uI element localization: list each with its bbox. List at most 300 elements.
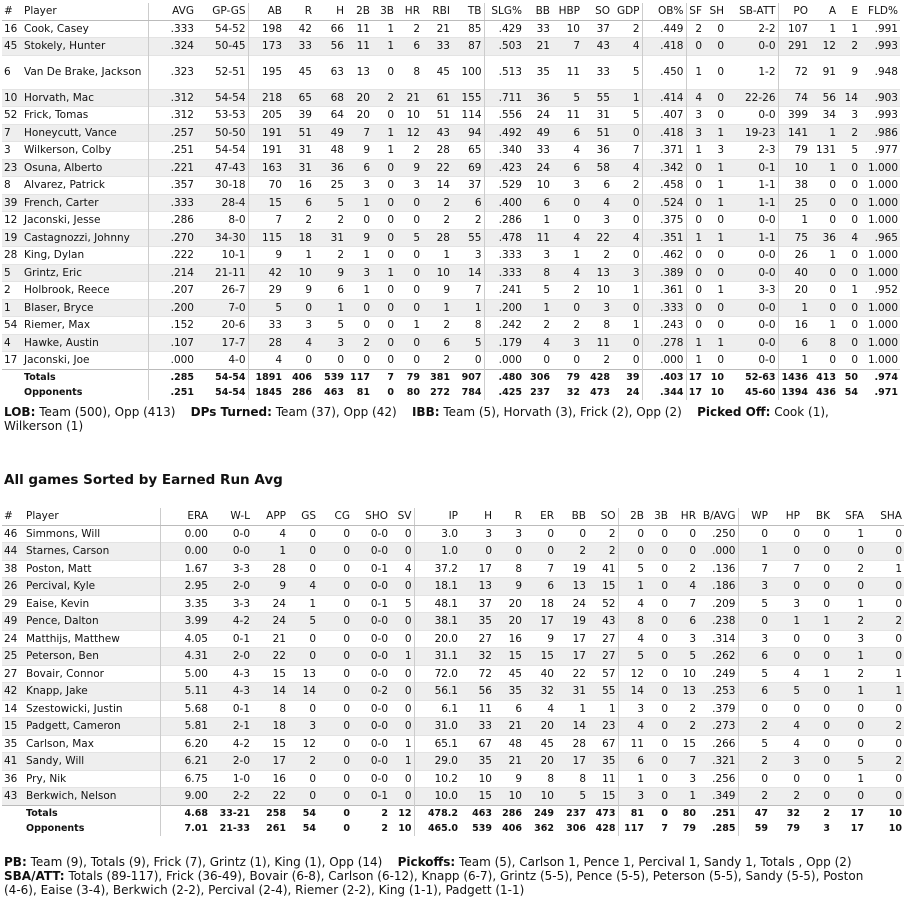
stat-cell: 24 — [536, 109, 550, 121]
stat-cell: .342 — [642, 159, 686, 177]
stat-cell: 463 — [324, 386, 344, 398]
stat-cell: 2 — [689, 702, 696, 715]
stat-cell: 0 — [793, 527, 800, 540]
jersey-number: 5 — [4, 266, 11, 279]
stat-cell: 6.1 — [414, 700, 460, 718]
stat-cell: 1 — [829, 126, 836, 139]
stat-cell: 0 — [343, 545, 350, 557]
stat-cell: 79 — [682, 822, 696, 834]
player-row — [2, 159, 900, 177]
stat-cell: 2 — [686, 20, 704, 38]
player-name: Stokely, Hunter — [24, 40, 106, 52]
stat-cell: 48 — [330, 144, 344, 156]
stat-cell: 0-0 — [370, 615, 388, 627]
stat-cell: 2-0 — [232, 755, 250, 767]
stat-cell: .262 — [712, 650, 736, 662]
stat-cell — [2, 805, 24, 821]
stat-cell: 0 — [632, 214, 640, 226]
jersey-number: 12 — [4, 214, 18, 226]
stat-cell: 10 — [478, 772, 492, 785]
stat-cell: 42 — [248, 264, 284, 282]
player-name: Hawke, Austin — [24, 336, 99, 349]
stat-cell: 173 — [248, 38, 284, 56]
stat-cell: 0 — [686, 177, 704, 195]
player-row — [2, 753, 904, 771]
stat-cell: 0 — [793, 580, 800, 592]
column-header: ER — [524, 508, 556, 525]
stat-cell — [2, 369, 22, 385]
stat-cell: 1 — [851, 22, 858, 35]
stat-cell: 5 — [579, 790, 586, 802]
stat-cell: 1.000 — [867, 196, 898, 209]
stat-cell: 0 — [343, 562, 350, 575]
stat-cell: 5.68 — [160, 700, 210, 718]
stat-cell: 9 — [363, 144, 370, 156]
player-row — [2, 89, 900, 107]
stat-cell: 2 — [381, 822, 388, 834]
stat-cell: .222 — [148, 247, 196, 265]
stat-cell: 6 — [337, 284, 344, 296]
stat-cell: 2 — [608, 545, 616, 557]
stat-cell: 0-0 — [370, 580, 388, 592]
stat-cell: 36 — [596, 144, 610, 156]
stat-cell: 0-2 — [370, 685, 388, 697]
stat-cell: 0 — [857, 702, 864, 715]
stat-cell: 0-0 — [370, 737, 388, 750]
stat-cell: 1 — [579, 702, 586, 715]
jersey-number: 10 — [4, 91, 18, 104]
stat-cell: 22 — [272, 650, 286, 662]
pickoffs-label: Pickoffs: — [397, 855, 456, 869]
stat-cell: 3 — [543, 249, 550, 261]
player-name: Honeycutt, Vance — [24, 126, 117, 139]
stat-cell: 0 — [547, 527, 554, 540]
player-name: Sandy, Will — [26, 755, 85, 767]
stat-cell: 0 — [632, 126, 640, 139]
stat-cell: 0 — [413, 249, 420, 261]
stat-cell: .529 — [484, 177, 524, 195]
stat-cell: 32 — [540, 685, 554, 697]
stat-cell: 3 — [474, 249, 482, 261]
stat-cell: 35 — [536, 66, 550, 78]
stat-cell: 2 — [608, 527, 616, 540]
stat-cell: 41 — [602, 562, 616, 575]
stat-cell: 26-7 — [221, 284, 246, 296]
stat-cell: 0 — [857, 545, 864, 557]
column-header: WP — [738, 508, 770, 525]
player-name: Simmons, Will — [26, 527, 101, 540]
stat-cell: .462 — [642, 247, 686, 265]
stat-cell: 5 — [632, 109, 640, 121]
stat-cell: 3 — [823, 822, 830, 834]
stat-cell: 1 — [387, 22, 394, 35]
stat-cell: 33 — [248, 317, 284, 335]
stat-cell: 75 — [778, 229, 810, 247]
stat-cell: 1 — [823, 667, 830, 680]
player-row — [2, 55, 900, 89]
stat-cell: 0 — [661, 562, 668, 575]
stat-cell: 0 — [363, 301, 370, 314]
column-header: H — [460, 508, 494, 525]
player-name: Jaconski, Jesse — [24, 214, 101, 226]
stat-cell: 1 — [829, 249, 836, 261]
stat-cell: 784 — [461, 386, 482, 398]
stat-cell: 24 — [626, 386, 640, 398]
stat-cell: 72 — [778, 55, 810, 89]
stat-cell: 0 — [343, 790, 350, 802]
stat-cell: 291 — [778, 38, 810, 56]
stat-cell: 362 — [534, 822, 554, 834]
stat-cell: 0 — [829, 214, 836, 226]
stat-cell: 56 — [478, 685, 492, 697]
stat-cell: 8 — [543, 266, 550, 279]
player-row — [2, 543, 904, 561]
stat-cell: 16 — [298, 179, 312, 191]
stat-cell: 0 — [343, 822, 350, 834]
stat-cell: 32 — [566, 386, 580, 398]
player-name: Jaconski, Joe — [24, 354, 90, 366]
stat-cell: 0 — [823, 580, 830, 592]
stat-cell: 61 — [436, 91, 450, 104]
player-row — [2, 20, 900, 38]
stat-cell: .249 — [712, 667, 736, 680]
stat-cell: 17 — [686, 369, 704, 385]
stat-cell: 11 — [618, 735, 646, 753]
stat-cell: 5 — [793, 685, 800, 697]
stat-cell: 0 — [661, 737, 668, 750]
player-name: Berkwich, Nelson — [26, 790, 117, 802]
stat-cell: 3-3 — [232, 562, 250, 575]
jersey-number: 8 — [4, 179, 11, 191]
stat-cell: .312 — [148, 107, 196, 125]
stat-cell: 2 — [413, 22, 420, 35]
stat-cell: 7 — [363, 126, 370, 139]
stat-cell: 0 — [686, 264, 704, 282]
stat-cell: 0 — [895, 597, 902, 610]
stat-cell: 9 — [413, 161, 420, 174]
stat-cell: 1.000 — [867, 179, 898, 191]
stat-cell: .207 — [148, 282, 196, 300]
stat-cell: 20-6 — [221, 319, 246, 331]
dp-value: Team (37), Opp (42) — [275, 405, 397, 419]
column-header: PO — [778, 3, 810, 20]
stat-cell: 2 — [352, 805, 390, 821]
player-row — [2, 718, 904, 736]
stat-cell: 0 — [632, 354, 640, 366]
stat-cell: 1 — [608, 702, 616, 715]
stat-cell: 191 — [248, 142, 284, 160]
stat-cell: 15 — [540, 650, 554, 662]
stat-cell: 20 — [356, 91, 370, 104]
stat-cell: 0 — [717, 91, 724, 104]
stat-cell: 28 — [436, 231, 450, 244]
stat-cell: 117 — [346, 369, 372, 385]
stat-cell: 85 — [468, 22, 482, 35]
stat-cell: 17 — [686, 385, 704, 400]
stat-cell: 0 — [573, 301, 580, 314]
stat-cell: .423 — [484, 159, 524, 177]
stat-cell: 7 — [793, 562, 800, 575]
stat-cell: 9 — [515, 580, 522, 592]
stat-cell: 21-33 — [219, 822, 250, 834]
stat-cell: 26 — [778, 247, 810, 265]
stat-cell: 0 — [823, 527, 830, 540]
stat-cell: 539 — [472, 822, 492, 834]
stat-cell: 0 — [895, 632, 902, 645]
stat-cell: 249 — [524, 805, 556, 821]
player-row — [2, 700, 904, 718]
column-header: ERA — [160, 508, 210, 525]
stat-cell: .333 — [484, 264, 524, 282]
stat-cell: 0 — [387, 109, 394, 121]
stat-cell: 57 — [602, 667, 616, 680]
stat-cell: .357 — [148, 177, 196, 195]
stat-cell: 2 — [793, 790, 800, 802]
stat-cell: 1 — [474, 301, 482, 314]
stat-cell: 4 — [603, 196, 610, 209]
stat-cell: 9 — [547, 632, 554, 645]
stat-cell: 20 — [540, 720, 554, 732]
stat-cell: 6 — [413, 40, 420, 52]
stat-cell: 36 — [536, 91, 550, 104]
opponents-label: Opponents — [24, 386, 83, 398]
stat-cell: 1 — [778, 299, 810, 317]
stat-cell: 0 — [823, 755, 830, 767]
stat-cell: .321 — [712, 755, 736, 767]
stat-cell: 2 — [579, 545, 586, 557]
stat-cell: 6 — [363, 161, 370, 174]
stat-cell: .238 — [712, 615, 736, 627]
stat-cell: 20 — [356, 109, 370, 121]
stat-cell: .991 — [874, 22, 898, 35]
stat-cell: 907 — [452, 369, 484, 385]
stat-cell: 0 — [413, 196, 420, 209]
stat-cell: 0 — [343, 632, 350, 645]
stat-cell: 54-54 — [196, 369, 248, 385]
stat-cell: 3 — [689, 632, 696, 645]
stat-cell: 0 — [851, 336, 858, 349]
stat-cell: 0 — [686, 194, 704, 212]
stat-cell: 54-52 — [214, 22, 246, 35]
stat-cell: 4 — [573, 266, 580, 279]
stat-cell: 428 — [582, 369, 612, 385]
stat-cell: 0 — [738, 770, 770, 788]
stat-cell: 4 — [404, 562, 412, 575]
stat-cell: 4 — [686, 89, 704, 107]
player-name: Percival, Kyle — [26, 580, 96, 592]
stat-cell: 17 — [478, 562, 492, 575]
column-header: A — [810, 3, 838, 20]
stat-cell: 0-0 — [758, 354, 776, 366]
stat-cell: 2 — [689, 562, 696, 575]
stat-cell: 4 — [851, 231, 858, 244]
stat-cell: 6 — [573, 126, 580, 139]
stat-cell: 79 — [396, 369, 422, 385]
stat-cell: 9 — [363, 231, 370, 244]
stat-cell: 64 — [330, 109, 344, 121]
opponents-row — [2, 821, 904, 836]
stat-cell: 27 — [478, 632, 492, 645]
player-name: Szestowicki, Justin — [26, 702, 123, 715]
stat-cell: 1-1 — [758, 231, 776, 244]
stat-cell: .286 — [148, 212, 196, 230]
stat-cell: 0-0 — [232, 527, 250, 540]
stat-cell: 0 — [661, 772, 668, 785]
stat-cell: 33 — [478, 720, 492, 732]
stat-cell: 0 — [851, 354, 858, 366]
jersey-number: 26 — [4, 580, 18, 592]
stat-cell: 6 — [443, 336, 450, 349]
stat-cell: 1-2 — [758, 66, 776, 78]
stat-cell: 3 — [738, 578, 770, 596]
stat-cell: .324 — [148, 38, 196, 56]
stat-cell: 0-0 — [370, 755, 388, 767]
stat-cell: 17 — [832, 805, 866, 821]
column-header: R — [494, 508, 524, 525]
stat-cell: 19-23 — [744, 126, 776, 139]
stat-cell: 1 — [413, 319, 420, 331]
stat-cell: 413 — [810, 369, 838, 385]
player-row — [2, 788, 904, 806]
stat-cell: 0 — [632, 336, 640, 349]
stat-cell: 0 — [404, 685, 412, 697]
pickoffs-value: Team (5), Carlson 1, Pence 1, Percival 1, Sandy 1, Totals , Opp (2) — [459, 855, 852, 869]
sba-label: SBA/ATT: — [4, 869, 65, 883]
stat-cell: 141 — [778, 124, 810, 142]
stat-cell: 5 — [309, 615, 316, 627]
stat-cell: .449 — [642, 20, 686, 38]
stat-cell: 1 — [363, 196, 370, 209]
stat-cell: 9 — [515, 772, 522, 785]
stat-cell: 0 — [851, 319, 858, 331]
stat-cell: 0-0 — [370, 702, 388, 715]
stat-cell: 9 — [305, 284, 312, 296]
stat-cell: 2 — [689, 720, 696, 732]
stat-cell: 72.0 — [414, 665, 460, 683]
stat-cell: 286 — [292, 386, 312, 398]
stat-cell: 56.1 — [414, 683, 460, 701]
stat-cell: 100 — [461, 66, 482, 78]
stat-cell: 7 — [738, 560, 770, 578]
stat-cell: 47 — [738, 805, 770, 821]
stat-cell: 0 — [661, 597, 668, 610]
player-row — [2, 247, 900, 265]
stat-cell: 0 — [895, 772, 902, 785]
player-name: Padgett, Cameron — [26, 720, 121, 732]
stat-cell: 11 — [356, 40, 370, 52]
player-name: Osuna, Alberto — [24, 161, 103, 174]
stat-cell: 1 — [618, 770, 646, 788]
stat-cell: 473 — [588, 805, 618, 821]
stat-cell: 4-2 — [232, 737, 250, 750]
jersey-number: 44 — [4, 545, 18, 557]
stat-cell: .903 — [874, 91, 898, 104]
stat-cell: 4-3 — [232, 667, 250, 680]
jersey-number: 41 — [4, 755, 18, 767]
jersey-number: 52 — [4, 109, 18, 121]
stat-cell: 8 — [515, 562, 522, 575]
stat-cell: 2 — [851, 126, 858, 139]
stat-cell: 2 — [305, 214, 312, 226]
jersey-number: 45 — [4, 40, 18, 52]
stat-cell: 31 — [298, 144, 312, 156]
stat-cell: 6 — [305, 196, 312, 209]
stat-cell: 45 — [540, 737, 554, 750]
stat-cell: 4 — [632, 161, 640, 174]
stat-cell: 0 — [895, 650, 902, 662]
stat-cell: 17 — [572, 632, 586, 645]
stat-cell: 0 — [363, 319, 370, 331]
stat-cell: 0 — [661, 632, 668, 645]
stat-cell: .179 — [484, 334, 524, 352]
player-row — [2, 525, 904, 543]
stat-cell: 30-18 — [214, 179, 246, 191]
stat-cell: 2.95 — [160, 578, 210, 596]
stat-cell: 4-3 — [232, 685, 250, 697]
stat-cell: 8 — [279, 702, 286, 715]
stat-cell: 28 — [436, 144, 450, 156]
stat-cell: 81 — [356, 386, 370, 398]
stat-cell: .971 — [874, 386, 898, 398]
stat-cell: 42 — [298, 22, 312, 35]
stat-cell: 16 — [508, 632, 522, 645]
stat-cell: 2-2 — [232, 790, 250, 802]
stat-cell: 20 — [778, 282, 810, 300]
stat-cell: 55 — [468, 231, 482, 244]
stat-cell: 0 — [895, 527, 902, 540]
player-name: Horvath, Mac — [24, 91, 94, 104]
stat-cell: 10 — [540, 790, 554, 802]
stat-cell: 10.2 — [414, 770, 460, 788]
stat-cell: 14 — [844, 91, 858, 104]
stat-cell: 1 — [618, 578, 646, 596]
stat-cell: 1 — [443, 249, 450, 261]
stat-cell: 74 — [778, 89, 810, 107]
stat-cell: 0 — [305, 354, 312, 366]
stat-cell: 163 — [248, 159, 284, 177]
stat-cell: 16 — [778, 317, 810, 335]
stat-cell: 14 — [272, 685, 286, 697]
stat-cell: 0 — [661, 667, 668, 680]
column-header: E — [838, 3, 860, 20]
stat-cell: .333 — [642, 299, 686, 317]
player-row — [2, 142, 900, 160]
stat-cell: 43 — [602, 615, 616, 627]
stat-cell: 0 — [689, 545, 696, 557]
jersey-number: 17 — [4, 354, 18, 366]
stat-cell: 2 — [895, 615, 902, 627]
stat-cell: 1 — [857, 597, 864, 610]
stat-cell: 48.1 — [414, 595, 460, 613]
stat-cell: 10 — [536, 179, 550, 191]
stat-cell: 473 — [590, 386, 610, 398]
column-header: # — [2, 3, 22, 20]
stat-cell: .503 — [484, 38, 524, 56]
stat-cell: 1 — [686, 352, 704, 370]
jersey-number: 2 — [4, 284, 11, 296]
stat-cell: 2 — [738, 788, 770, 806]
stat-cell: 0 — [363, 214, 370, 226]
stat-cell: 0 — [793, 650, 800, 662]
stat-cell: 0 — [318, 805, 352, 821]
stat-cell: 2 — [738, 753, 770, 771]
stat-cell: 2 — [474, 214, 482, 226]
stat-cell: 0 — [485, 545, 492, 557]
stat-cell: 0 — [857, 720, 864, 732]
player-row — [2, 177, 900, 195]
stat-cell: 1 — [443, 301, 450, 314]
stat-cell: .379 — [712, 702, 736, 715]
